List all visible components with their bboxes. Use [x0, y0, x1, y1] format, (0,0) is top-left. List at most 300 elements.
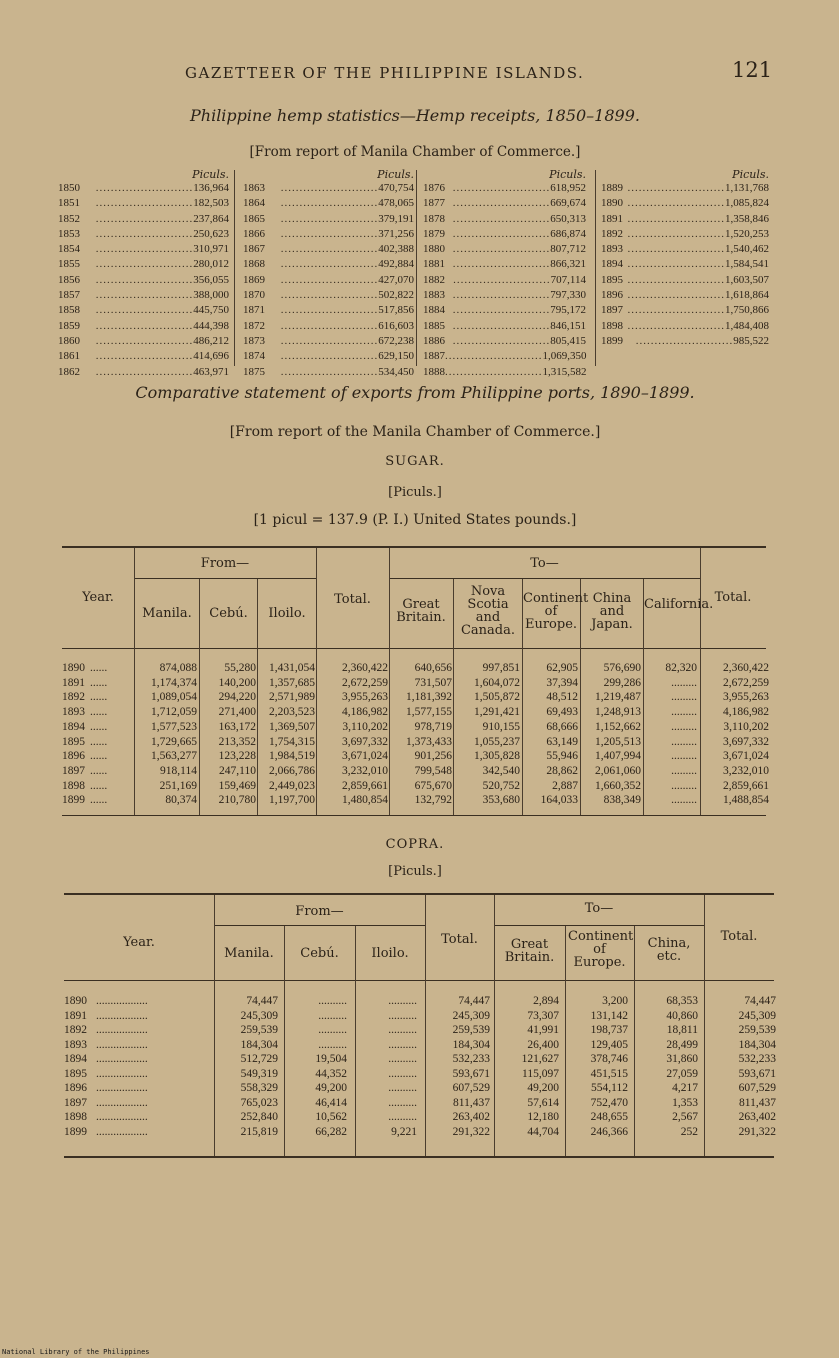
sugar-cell-total: 3,671,024 [342, 750, 388, 763]
hemp-year: 1850 [58, 182, 80, 194]
copra-cell-china: 31,860 [666, 1053, 698, 1065]
copra-header-cebu: Cebú. [300, 946, 339, 961]
hemp-column [601, 168, 769, 368]
copra-year: 1890 [64, 995, 87, 1007]
sugar-cell-iloilo: 2,066,786 [269, 764, 315, 777]
copra-row: 1890 .................. 74,447 .......... .......... 74,447 2,894 3,200 68,353 74,447 [64, 995, 776, 1007]
hemp-row: 1896 .......................... 1,618,864 [601, 288, 769, 303]
sugar-cell-total2: 1,488,854 [723, 794, 769, 807]
hemp-value: 444,398 [193, 319, 229, 332]
hemp-row: 1867 .......................... 402,388 [243, 242, 414, 257]
hemp-value: 356,055 [193, 273, 229, 286]
sugar-cell-china: 1,205,513 [595, 735, 641, 748]
hemp-year: 1866 [243, 227, 265, 240]
sugar-cell-cebu: 247,110 [219, 764, 256, 777]
copra-cell-total2: 532,233 [738, 1053, 776, 1065]
hemp-unit-label: Piculs. [377, 168, 414, 181]
sugar-year: 1891 [62, 676, 85, 689]
hemp-row: 1872 .......................... 616,603 [243, 319, 414, 334]
sugar-cell-cont: 2,887 [552, 779, 578, 792]
sugar-row: 1895 ...... 1,729,665 213,352 1,754,315 3,697,332 1,373,433 1,055,237 63,149 1,205,513 ......... 3,697,332 [62, 735, 769, 748]
copra-cell-gb: 115,097 [522, 1067, 559, 1080]
copra-header-manila: Manila. [224, 946, 274, 961]
sugar-cell-manila: 918,114 [160, 764, 197, 777]
hemp-row: 1883 .......................... 797,330 [423, 288, 586, 303]
copra-cell-china: 2,567 [672, 1111, 698, 1123]
hemp-row: 1856 .......................... 356,055 [58, 273, 229, 288]
hemp-row: 1891 .......................... 1,358,846 [601, 212, 769, 227]
copra-cell-total: 811,437 [453, 1096, 490, 1109]
sugar-cell-total2: 2,859,661 [723, 779, 769, 792]
hemp-year: 1859 [58, 319, 80, 332]
hemp-year: 1853 [58, 227, 80, 240]
hemp-value: 427,070 [378, 273, 414, 286]
hemp-value: 502,822 [378, 289, 414, 302]
sugar-cell-gb: 799,548 [414, 764, 452, 777]
copra-cell-total: 532,233 [452, 1053, 490, 1065]
sugar-cell-total2: 2,360,422 [723, 662, 769, 674]
copra-cell-cebu: 46,414 [315, 1096, 347, 1109]
copra-cell-manila: 215,819 [240, 1125, 278, 1138]
copra-cell-total: 291,322 [452, 1125, 490, 1138]
hemp-year: 1879 [423, 227, 445, 240]
hemp-year: 1877 [423, 197, 445, 210]
copra-cell-gb: 26,400 [527, 1038, 559, 1051]
sugar-year: 1898 [62, 779, 85, 792]
hemp-row: 1890 .......................... 1,085,824 [601, 196, 769, 211]
hemp-value: 478,065 [378, 197, 414, 210]
sugar-year: 1892 [62, 691, 85, 704]
sugar-cell-manila: 1,712,059 [151, 706, 197, 719]
copra-cell-gb: 121,627 [521, 1053, 559, 1065]
sugar-cell-cont: 37,394 [546, 676, 578, 689]
hemp-year: 1869 [243, 273, 265, 286]
hemp-year: 1868 [243, 258, 265, 271]
sugar-cell-total: 2,672,259 [342, 676, 388, 689]
hemp-year: 1876 [423, 182, 445, 194]
copra-cell-cont: 752,470 [590, 1096, 628, 1109]
copra-header-from: From— [295, 904, 344, 919]
copra-cell-china: 252 [680, 1125, 698, 1138]
hemp-year: 1862 [58, 365, 80, 378]
copra-cell-manila: 245,309 [240, 1009, 278, 1022]
sugar-cell-total2: 3,955,263 [723, 691, 769, 704]
copra-cell-total2: 811,437 [739, 1096, 776, 1109]
hemp-value: 805,415 [550, 334, 586, 347]
sugar-heading: SUGAR. [385, 454, 445, 469]
sugar-header-total2: Total. [714, 590, 752, 605]
hemp-value: 616,603 [378, 319, 414, 332]
copra-cell-cont: 248,655 [590, 1111, 628, 1123]
hemp-row: 1878 .......................... 650,313 [423, 212, 586, 227]
copra-row: 1896 .................. 558,329 49,200 .......... 607,529 49,200 554,112 4,217 607,529 [64, 1082, 776, 1094]
copra-cell-cebu: 66,282 [315, 1125, 347, 1138]
sugar-cell-ns: 910,155 [482, 720, 520, 733]
hemp-year: 1854 [58, 243, 80, 256]
hemp-year: 1872 [243, 319, 265, 332]
sugar-header-california: California. [644, 597, 714, 612]
hemp-year: 1851 [58, 197, 80, 210]
copra-header-total: Total. [441, 932, 478, 947]
copra-cell-gb: 44,704 [527, 1125, 559, 1138]
hemp-row: 1869 .......................... 427,070 [243, 273, 414, 288]
sugar-cell-cebu: 210,780 [218, 794, 256, 807]
sugar-cell-ns: 997,851 [482, 662, 520, 674]
hemp-row: 1865 .......................... 379,191 [243, 212, 414, 227]
sugar-header-china: China and Japan. [591, 591, 633, 632]
hemp-row: 1873 .......................... 672,238 [243, 334, 414, 349]
page-number: 121 [732, 58, 773, 82]
hemp-column [243, 168, 414, 378]
sugar-cell-iloilo: 1,431,054 [269, 662, 315, 674]
hemp-year: 1894 [601, 258, 623, 271]
hemp-value: 492,884 [378, 258, 414, 271]
hemp-year: 1858 [58, 304, 80, 317]
hemp-row: 1899 .......................... 985,522 [601, 334, 769, 349]
sugar-cell-china: 576,690 [603, 662, 641, 674]
copra-cell-manila: 74,447 [246, 995, 278, 1007]
hemp-year: 1871 [243, 304, 265, 317]
hemp-year: 1873 [243, 334, 265, 347]
sugar-cell-cont: 62,905 [546, 662, 578, 674]
exports-source: [From report of the Manila Chamber of Commerce.] [229, 424, 601, 440]
copra-cell-cebu: .......... [318, 995, 347, 1007]
sugar-cell-total2: 3,697,332 [723, 735, 769, 748]
hemp-value: 1,618,864 [725, 289, 769, 302]
copra-cell-cebu: 49,200 [315, 1082, 347, 1094]
sugar-cell-gb: 1,373,433 [406, 735, 452, 748]
copra-heading: COPRA. [385, 837, 445, 852]
copra-cell-cebu: 44,352 [315, 1067, 347, 1080]
hemp-value: 1,484,408 [725, 319, 769, 332]
copra-year: 1891 [64, 1009, 87, 1022]
copra-cell-cebu: .......... [318, 1024, 347, 1036]
sugar-cell-cebu: 271,400 [218, 706, 256, 719]
hemp-value: 402,388 [378, 243, 414, 256]
sugar-cell-total: 4,186,982 [342, 706, 388, 719]
sugar-cell-total: 3,697,332 [342, 735, 388, 748]
sugar-header-iloilo: Iloilo. [268, 606, 306, 621]
sugar-cell-cal: ......... [671, 720, 697, 733]
hemp-row: 1895 .......................... 1,603,507 [601, 273, 769, 288]
sugar-cell-cal: ......... [671, 706, 697, 719]
sugar-year: 1899 [62, 794, 85, 807]
hemp-value: 250,623 [193, 227, 229, 240]
sugar-cell-gb: 1,181,392 [406, 691, 452, 704]
sugar-cell-china: 299,286 [603, 676, 641, 689]
copra-header-china: China, etc. [647, 936, 691, 964]
copra-header-great-britain: Great Britain. [504, 937, 555, 965]
hemp-year: 1852 [58, 212, 80, 225]
sugar-cell-iloilo: 1,369,507 [269, 720, 315, 733]
copra-cell-iloilo: .......... [388, 995, 417, 1007]
hemp-year: 1891 [601, 212, 623, 225]
sugar-cell-total: 1,480,854 [342, 794, 388, 807]
hemp-row: 1887 .......................... 1,069,350 [423, 349, 586, 364]
hemp-unit-label: Piculs. [732, 168, 769, 181]
sugar-cell-cont: 28,862 [546, 764, 578, 777]
hemp-year: 1892 [601, 227, 623, 240]
sugar-cell-gb: 675,670 [414, 779, 452, 792]
sugar-cell-total2: 3,110,202 [723, 720, 769, 733]
copra-year: 1897 [64, 1096, 87, 1109]
hemp-source: [From report of Manila Chamber of Commerce.] [249, 144, 581, 160]
sugar-cell-iloilo: 2,571,989 [269, 691, 315, 704]
hemp-row: 1882 .......................... 707,114 [423, 273, 586, 288]
sugar-year: 1890 [62, 662, 85, 674]
sugar-cell-gb: 901,256 [414, 750, 452, 763]
hemp-unit-label: Piculs. [192, 168, 229, 181]
copra-year: 1899 [64, 1125, 87, 1138]
copra-cell-total2: 259,539 [738, 1024, 776, 1036]
hemp-value: 280,012 [193, 258, 229, 271]
hemp-value: 470,754 [378, 182, 414, 194]
hemp-row: 1850 .......................... 136,964 [58, 181, 229, 196]
hemp-value: 846,151 [550, 319, 586, 332]
hemp-year: 1867 [243, 243, 265, 256]
copra-cell-total: 263,402 [452, 1111, 490, 1123]
copra-cell-china: 1,353 [672, 1096, 698, 1109]
sugar-cell-iloilo: 1,197,700 [269, 794, 315, 807]
hemp-year: 1884 [423, 304, 445, 317]
copra-cell-gb: 73,307 [527, 1009, 559, 1022]
sugar-cell-manila: 1,729,665 [151, 735, 197, 748]
sugar-cell-cebu: 123,228 [218, 750, 256, 763]
hemp-value: 136,964 [193, 182, 229, 194]
hemp-row: 1884 .......................... 795,172 [423, 303, 586, 318]
copra-cell-iloilo: 9,221 [391, 1125, 417, 1138]
hemp-row: 1868 .......................... 492,884 [243, 257, 414, 272]
copra-cell-iloilo: .......... [388, 1096, 417, 1109]
exports-title: Comparative statement of exports from Philippine ports, 1890–1899. [135, 383, 695, 402]
copra-unit-note: [Piculs.] [388, 864, 442, 879]
copra-cell-cont: 131,142 [590, 1009, 628, 1022]
sugar-row: 1891 ...... 1,174,374 140,200 1,357,685 2,672,259 731,507 1,604,072 37,394 299,286 ......... 2,672,259 [62, 676, 769, 689]
hemp-value: 486,212 [193, 334, 229, 347]
sugar-cell-manila: 251,169 [159, 779, 197, 792]
copra-cell-gb: 12,180 [527, 1111, 559, 1123]
sugar-cell-ns: 353,680 [482, 794, 520, 807]
copra-cell-cont: 198,737 [590, 1024, 628, 1036]
copra-cell-total2: 245,309 [738, 1009, 776, 1022]
hemp-row: 1897 .......................... 1,750,866 [601, 303, 769, 318]
sugar-cell-cebu: 140,200 [218, 676, 256, 689]
hemp-column [423, 168, 587, 378]
copra-cell-cebu: .......... [318, 1038, 347, 1051]
sugar-cell-china: 1,152,662 [595, 720, 641, 733]
hemp-value: 797,330 [550, 289, 586, 302]
sugar-cell-cal: ......... [671, 764, 697, 777]
hemp-year: 1898 [601, 319, 623, 332]
sugar-cell-iloilo: 1,754,315 [269, 735, 315, 748]
sugar-cell-total: 3,955,263 [342, 691, 388, 704]
hemp-row: 1874 .......................... 629,150 [243, 349, 414, 364]
hemp-value: 807,712 [550, 243, 586, 256]
sugar-row: 1896 ...... 1,563,277 123,228 1,984,519 3,671,024 901,256 1,305,828 55,946 1,407,994 ......... 3,671,024 [62, 750, 769, 763]
copra-year: 1894 [64, 1053, 87, 1065]
copra-cell-total: 245,309 [452, 1009, 490, 1022]
sugar-cell-iloilo: 1,357,685 [269, 676, 315, 689]
copra-cell-china: 4,217 [672, 1082, 698, 1094]
sugar-cell-cebu: 159,469 [218, 779, 256, 792]
hemp-row: 1875 .......................... 534,450 [243, 365, 414, 380]
hemp-value: 1,520,253 [725, 227, 769, 240]
sugar-cell-ns: 1,505,872 [474, 691, 520, 704]
copra-cell-gb: 49,200 [527, 1082, 559, 1094]
sugar-cell-ns: 1,604,072 [474, 676, 520, 689]
copra-year: 1892 [64, 1024, 87, 1036]
hemp-value: 1,131,768 [725, 182, 769, 194]
sugar-cell-total: 2,859,661 [342, 779, 388, 792]
sugar-cell-cal: ......... [671, 750, 697, 763]
sugar-cell-china: 1,248,913 [595, 706, 641, 719]
sugar-cell-ns: 1,305,828 [474, 750, 520, 763]
copra-cell-cont: 378,746 [590, 1053, 628, 1065]
sugar-cell-cebu: 55,280 [224, 662, 256, 674]
sugar-cell-china: 1,660,352 [595, 779, 641, 792]
hemp-unit-label: Piculs. [549, 168, 586, 181]
copra-row: 1897 .................. 765,023 46,414 .......... 811,437 57,614 752,470 1,353 811,437 [64, 1096, 776, 1109]
copra-cell-total: 259,539 [452, 1024, 490, 1036]
hemp-row: 1854 .......................... 310,971 [58, 242, 229, 257]
copra-cell-total2: 263,402 [738, 1111, 776, 1123]
hemp-row: 1880 .......................... 807,712 [423, 242, 586, 257]
copra-cell-gb: 41,991 [527, 1024, 559, 1036]
hemp-year: 1870 [243, 289, 265, 302]
sugar-cell-iloilo: 2,449,023 [269, 779, 315, 792]
sugar-header-manila: Manila. [142, 606, 192, 621]
sugar-cell-total2: 3,232,010 [723, 764, 769, 777]
sugar-header-total: Total. [334, 592, 371, 607]
sugar-row: 1899 ...... 80,374 210,780 1,197,700 1,480,854 132,792 353,680 164,033 838,349 ......... 1,488,854 [62, 794, 769, 807]
sugar-year: 1897 [62, 764, 85, 777]
sugar-cell-gb: 132,792 [414, 794, 452, 807]
hemp-row: 1863 .......................... 470,754 [243, 181, 414, 196]
sugar-cell-ns: 520,752 [482, 779, 520, 792]
hemp-row: 1861 .......................... 414,696 [58, 349, 229, 364]
hemp-value: 371,256 [378, 227, 414, 240]
copra-header-year: Year. [123, 935, 155, 950]
running-title: GAZETTEER OF THE PHILIPPINE ISLANDS. [185, 64, 585, 82]
sugar-row: 1893 ...... 1,712,059 271,400 2,203,523 4,186,982 1,577,155 1,291,421 69,493 1,248,913 ......... 4,186,982 [62, 706, 769, 719]
hemp-row: 1871 .......................... 517,856 [243, 303, 414, 318]
copra-cell-manila: 259,539 [240, 1024, 278, 1036]
sugar-cell-gb: 1,577,155 [406, 706, 452, 719]
sugar-year: 1893 [62, 706, 85, 719]
hemp-year: 1864 [243, 197, 265, 210]
copra-cell-china: 40,860 [666, 1009, 698, 1022]
sugar-cell-cont: 69,493 [546, 706, 578, 719]
hemp-row: 1855 .......................... 280,012 [58, 257, 229, 272]
copra-cell-manila: 252,840 [240, 1111, 278, 1123]
hemp-value: 534,450 [378, 365, 414, 378]
hemp-row: 1853 .......................... 250,623 [58, 227, 229, 242]
hemp-title: Philippine hemp statistics—Hemp receipts, 1850–1899. [190, 106, 640, 125]
hemp-year: 1890 [601, 197, 623, 210]
copra-header-iloilo: Iloilo. [371, 946, 409, 961]
copra-cell-iloilo: .......... [388, 1053, 417, 1065]
hemp-year: 1897 [601, 304, 623, 317]
sugar-cell-cont: 55,946 [546, 750, 578, 763]
sugar-cell-china: 2,061,060 [595, 764, 641, 777]
hemp-year: 1899 [601, 334, 623, 347]
hemp-value: 1,584,541 [725, 258, 769, 271]
hemp-year: 1889 [601, 182, 623, 194]
hemp-year: 1888 [423, 365, 445, 378]
sugar-header-from: From— [200, 556, 250, 571]
sugar-header-great-britain: Great Britain. [396, 597, 446, 625]
copra-cell-gb: 57,614 [527, 1096, 559, 1109]
copra-cell-manila: 558,329 [240, 1082, 278, 1094]
sugar-cell-cal: ......... [671, 676, 697, 689]
hemp-year: 1883 [423, 289, 445, 302]
sugar-cell-manila: 80,374 [165, 794, 197, 807]
copra-cell-cont: 554,112 [591, 1082, 628, 1094]
hemp-row: 1876 .......................... 618,952 [423, 181, 586, 196]
copra-cell-total: 593,671 [452, 1067, 490, 1080]
copra-cell-manila: 765,023 [240, 1096, 278, 1109]
copra-row: 1893 .................. 184,304 .......... .......... 184,304 26,400 129,405 28,499 184,304 [64, 1038, 776, 1051]
hemp-year: 1895 [601, 273, 623, 286]
copra-year: 1896 [64, 1082, 87, 1094]
hemp-year: 1863 [243, 182, 265, 194]
hemp-value: 1,069,350 [542, 350, 587, 363]
sugar-cell-cal: ......... [671, 735, 697, 748]
hemp-value: 463,971 [193, 365, 229, 378]
sugar-row: 1894 ...... 1,577,523 163,172 1,369,507 3,110,202 978,719 910,155 68,666 1,152,662 ......... 3,110,202 [62, 720, 769, 733]
sugar-cell-cont: 63,149 [546, 735, 578, 748]
sugar-cell-cebu: 163,172 [218, 720, 256, 733]
hemp-year: 1860 [58, 334, 80, 347]
sugar-cell-manila: 1,174,374 [151, 676, 197, 689]
hemp-row: 1870 .......................... 502,822 [243, 288, 414, 303]
copra-row: 1894 .................. 512,729 19,504 .......... 532,233 121,627 378,746 31,860 532,233 [64, 1053, 776, 1065]
copra-cell-iloilo: .......... [388, 1082, 417, 1094]
hemp-row: 1860 .......................... 486,212 [58, 334, 229, 349]
hemp-row: 1877 .......................... 669,674 [423, 196, 586, 211]
sugar-cell-china: 838,349 [603, 794, 641, 807]
copra-cell-total: 184,304 [452, 1038, 490, 1051]
sugar-row: 1892 ...... 1,089,054 294,220 2,571,989 3,955,263 1,181,392 1,505,872 48,512 1,219,487 ......... 3,955,263 [62, 691, 769, 704]
copra-cell-total2: 291,322 [738, 1125, 776, 1138]
sugar-conversion: [1 picul = 137.9 (P. I.) United States pounds.] [253, 512, 577, 528]
hemp-value: 388,000 [193, 289, 229, 302]
sugar-row: 1890 ...... 874,088 55,280 1,431,054 2,360,422 640,656 997,851 62,905 576,690 82,320 2,360,422 [62, 662, 769, 674]
hemp-row: 1893 .......................... 1,540,462 [601, 242, 769, 257]
sugar-row: 1898 ...... 251,169 159,469 2,449,023 2,859,661 675,670 520,752 2,887 1,660,352 ......... 2,859,661 [62, 779, 769, 792]
copra-row: 1898 .................. 252,840 10,562 .......... 263,402 12,180 248,655 2,567 263,402 [64, 1111, 776, 1123]
copra-header-total2: Total. [720, 929, 758, 944]
hemp-row: 1866 .......................... 371,256 [243, 227, 414, 242]
copra-cell-manila: 184,304 [240, 1038, 278, 1051]
sugar-cell-manila: 1,563,277 [151, 750, 197, 763]
copra-row: 1891 .................. 245,309 .......... .......... 245,309 73,307 131,142 40,860 245,309 [64, 1009, 776, 1022]
sugar-row: 1897 ...... 918,114 247,110 2,066,786 3,232,010 799,548 342,540 28,862 2,061,060 ......... 3,232,010 [62, 764, 769, 777]
sugar-cell-cal: ......... [671, 779, 697, 792]
hemp-year: 1857 [58, 289, 80, 302]
copra-cell-cont: 3,200 [602, 995, 628, 1007]
sugar-cell-iloilo: 1,984,519 [269, 750, 315, 763]
copra-cell-china: 18,811 [666, 1024, 698, 1036]
copra-row: 1892 .................. 259,539 .......... .......... 259,539 41,991 198,737 18,811 259,539 [64, 1024, 776, 1036]
copra-header-continent: Continent of Europe. [568, 929, 634, 970]
sugar-header-to: To— [530, 556, 559, 571]
copra-year: 1898 [64, 1111, 87, 1123]
copra-row: 1895 .................. 549,319 44,352 .......... 593,671 115,097 451,515 27,059 593,671 [64, 1067, 776, 1080]
sugar-cell-manila: 874,088 [159, 662, 197, 674]
sugar-cell-cal: 82,320 [665, 662, 697, 674]
hemp-year: 1885 [423, 319, 445, 332]
